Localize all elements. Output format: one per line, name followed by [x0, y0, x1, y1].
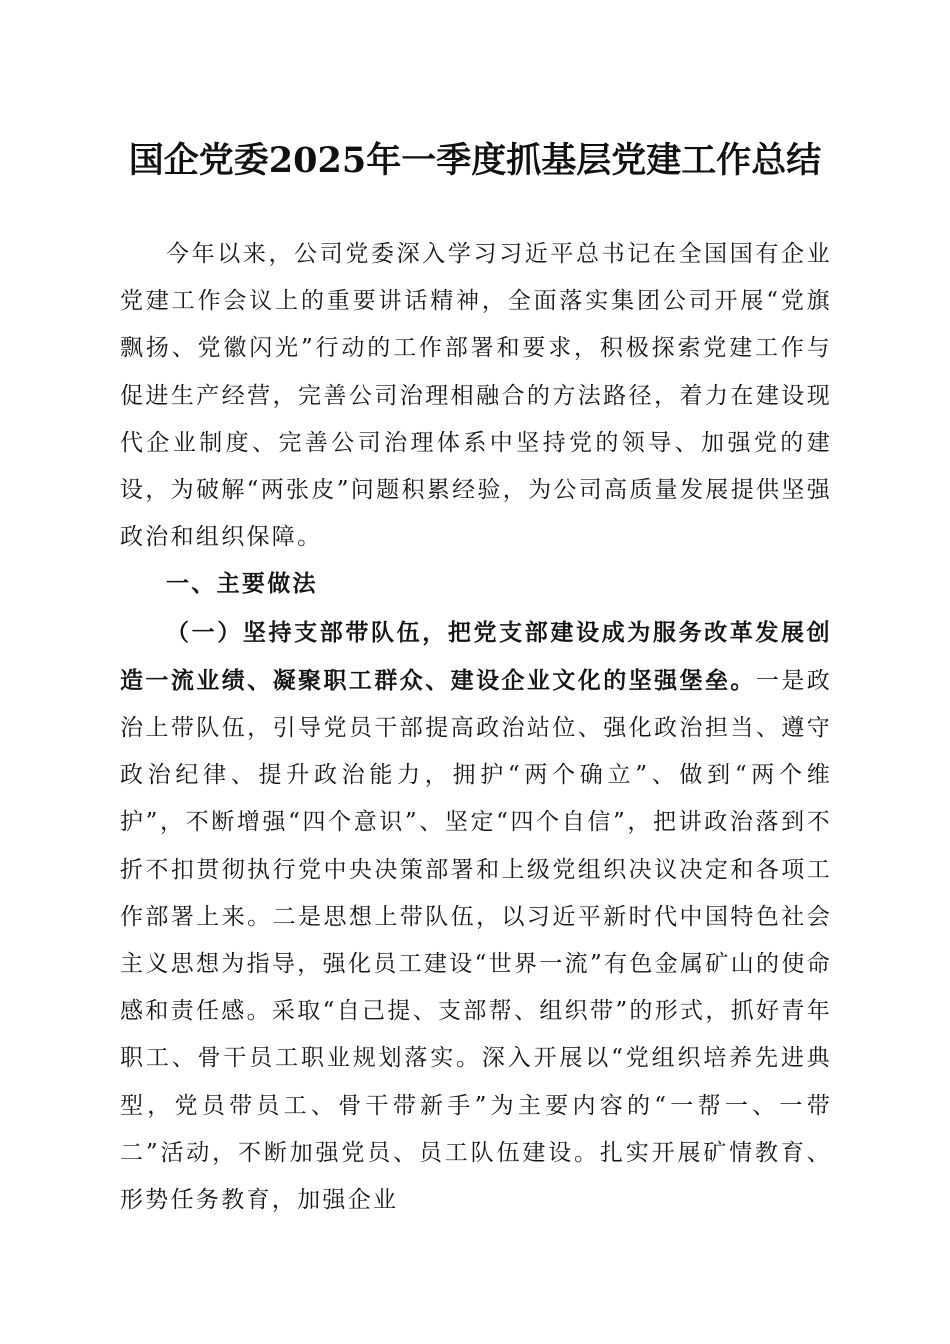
document-body — [120, 231, 832, 1224]
subsection-body: 一是政治上带队伍，引导党员干部提高政治站位、强化政治担当、遵守政治纪律、提升政治能力，拥护“两个确立”、做到“两个维护”，不断增强“四个意识”、坚定“四个自信”，把讲政治落到不折不扣贯彻执行党中央决策部署和上级党组织决议决定和各项工作部署上来。二是思想上带队伍，以习近平新时代中国特色社会主义思想为指导，强化员工建设“世界一流”有色金属矿山的使命感和责任感。采取“自己提、支部帮、组织带”的形式，抓好青年职工、骨干员工职业规划落实。深入开展以“党组织培养先进典型，党员带员工、骨干带新手”为主要内容的“一帮一、一带二”活动，不断加强党员、员工队伍建设。扎实开展矿情教育、形势任务教育，加强企业 — [120, 667, 832, 1214]
document-title: 国企党委2025年一季度抓基层党建工作总结 — [128, 140, 822, 181]
subsection-paragraph — [120, 609, 832, 1225]
intro-paragraph: 今年以来，公司党委深入学习习近平总书记在全国国有企业党建工作会议上的重要讲话精神，全面落实集团公司开展“党旗飘扬、党徽闪光”行动的工作部署和要求，积极探索党建工作与促进生产经营，完善公司治理相融合的方法路径，着力在建设现代企业制度、完善公司治理体系中坚持党的领导、加强党的建设，为破解“两张皮”问题积累经验，为公司高质量发展提供坚强政治和组织保障。 — [120, 241, 832, 551]
section-heading: 一、主要做法 — [166, 571, 318, 598]
subsection-lead: （一）坚持支部带队伍，把党支部建设成为服务改革发展创造一流业绩、凝聚职工群众、建设企业文化的坚强堡垒。 — [120, 618, 832, 694]
